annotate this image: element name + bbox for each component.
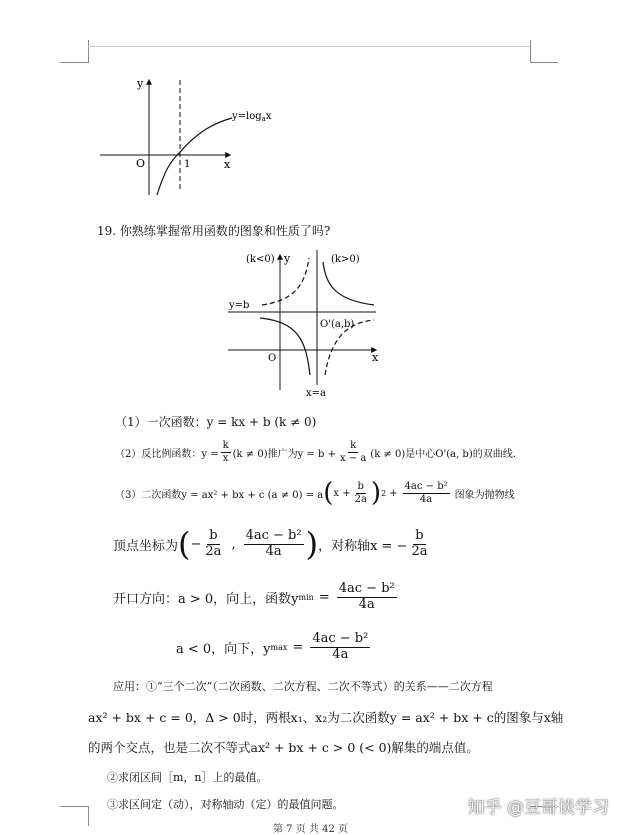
vertex-frac1-den: 2a	[205, 543, 222, 559]
item2-frac-2	[338, 440, 368, 464]
opening2-frac-num: 4ac − b²	[312, 631, 369, 646]
application-line-5: ③求区间定（动），对称轴动（定）的最值问题。	[107, 798, 344, 811]
item3-frac1-den: 2a	[354, 493, 367, 505]
opening2-frac-den: 4a	[332, 646, 349, 662]
item3-frac2-num: 4ac − b²	[404, 481, 448, 492]
item2-frac1-den: x	[222, 452, 229, 464]
vertex-axis-num: b	[415, 527, 424, 543]
application-line-3: 的两个交点，也是二次不等式ax² + bx + c > 0 (< 0)解集的端点值。	[88, 740, 479, 755]
log-origin: O	[136, 157, 146, 170]
page-footer: 第 7 页 共 42 页	[273, 824, 348, 835]
item3-x: x +	[333, 487, 351, 499]
item-quadratic-function	[115, 480, 515, 506]
log-x-label: x	[224, 158, 231, 171]
item2-frac1-num: k	[222, 440, 229, 451]
vertex-frac-axis	[409, 529, 429, 560]
item2-frac-1	[221, 440, 231, 464]
hyp-origin: O	[268, 353, 277, 364]
opening-line-1	[113, 582, 399, 613]
opening2-eq: =	[292, 639, 304, 655]
item3-pre: （3）二次函数y = ax² + bx + c (a ≠ 0) = a	[115, 489, 324, 501]
vertex-label: 顶点坐标为	[113, 538, 179, 554]
vertex-axis-den: 2a	[411, 543, 428, 559]
zhihu-watermark: 知乎 @豆哥谈学习	[467, 798, 609, 818]
item2-frac2-num: k	[350, 440, 357, 451]
log-curve	[157, 118, 232, 195]
vertex-frac2-num: 4ac − b²	[245, 527, 302, 543]
log-y-label: y	[137, 77, 144, 90]
opening-frac-num: 4ac − b²	[338, 581, 395, 596]
application-line-1: 应用：①“三个二次”（二次函数、二次方程、二次不等式）的关系——二次方程	[113, 680, 493, 693]
item2-mid: (k ≠ 0)推广为y = b +	[232, 448, 336, 460]
vertex-rparen: )	[305, 525, 319, 563]
item3-frac1-num: b	[357, 481, 364, 492]
item3-lparen: (	[323, 478, 334, 508]
hyp-center-label: O'(a,b)	[320, 319, 355, 330]
opening-pre: 开口方向：a > 0，向上，函数y	[113, 591, 299, 607]
opening-eq: =	[318, 589, 330, 605]
opening2-frac	[310, 632, 370, 663]
hyp-x-label: x	[372, 351, 379, 364]
vertex-frac-2	[244, 529, 304, 560]
hyp-kpos-label: (k>0)	[331, 254, 360, 265]
vertex-line	[113, 525, 431, 563]
item3-rparen: )	[370, 478, 382, 508]
vertex-minus: −	[190, 536, 202, 552]
opening2-pre: a < 0，向下，y	[176, 641, 271, 657]
vertex-frac1-num: b	[209, 527, 218, 543]
opening-frac-den: 4a	[358, 596, 375, 612]
hyp-kneg-branch-upper	[262, 258, 309, 305]
vertex-comma: ,	[231, 536, 236, 552]
vertex-lparen: (	[178, 525, 191, 563]
hyp-kpos-branch-lower	[260, 318, 310, 375]
vertex-frac-1	[203, 529, 223, 560]
item2-pre: （2）反比例函数：y =	[115, 448, 219, 460]
opening-frac	[337, 582, 397, 613]
hyp-xa-label: x=a	[306, 388, 326, 399]
question-19-title: 19. 你熟练掌握常用函数的图象和性质了吗?	[97, 224, 331, 238]
hyp-y-label: y	[284, 252, 291, 265]
item3-frac2-den: 4a	[419, 493, 433, 505]
opening-max-sub: max	[270, 642, 288, 652]
item2-post: (k ≠ 0)是中心O'(a, b)的双曲线.	[370, 448, 516, 460]
item-linear-function: （1）一次函数：y = kx + b (k ≠ 0)	[115, 415, 317, 429]
log-curve-label: $y=\log_ax$	[232, 111, 272, 123]
item3-plus: +	[389, 487, 398, 499]
application-line-2: ax² + bx + c = 0，Δ > 0时，两根x₁、x₂为二次函数y = ax² + bx + c的图象与x轴	[88, 710, 564, 725]
hyp-kneg-label: (k<0)	[246, 254, 275, 265]
item3-post: 图象为抛物线	[454, 489, 515, 501]
item-inverse-function	[115, 440, 516, 464]
hyp-yb-label: y=b	[229, 300, 250, 311]
item3-frac-b2a	[353, 481, 369, 505]
item3-square: 2	[381, 488, 387, 498]
item3-frac-const	[403, 481, 450, 505]
log-one: 1	[184, 159, 191, 170]
opening-line-2	[176, 632, 372, 663]
vertex-frac2-den: 4a	[265, 543, 282, 559]
hyp-kpos-branch-upper	[323, 262, 374, 305]
vertex-axis-label: ，对称轴x = −	[318, 538, 408, 554]
application-line-4: ②求闭区间［m，n］上的最值。	[107, 771, 268, 784]
opening-min-sub: min	[298, 592, 314, 602]
item2-frac2-den: x − a	[339, 452, 367, 464]
